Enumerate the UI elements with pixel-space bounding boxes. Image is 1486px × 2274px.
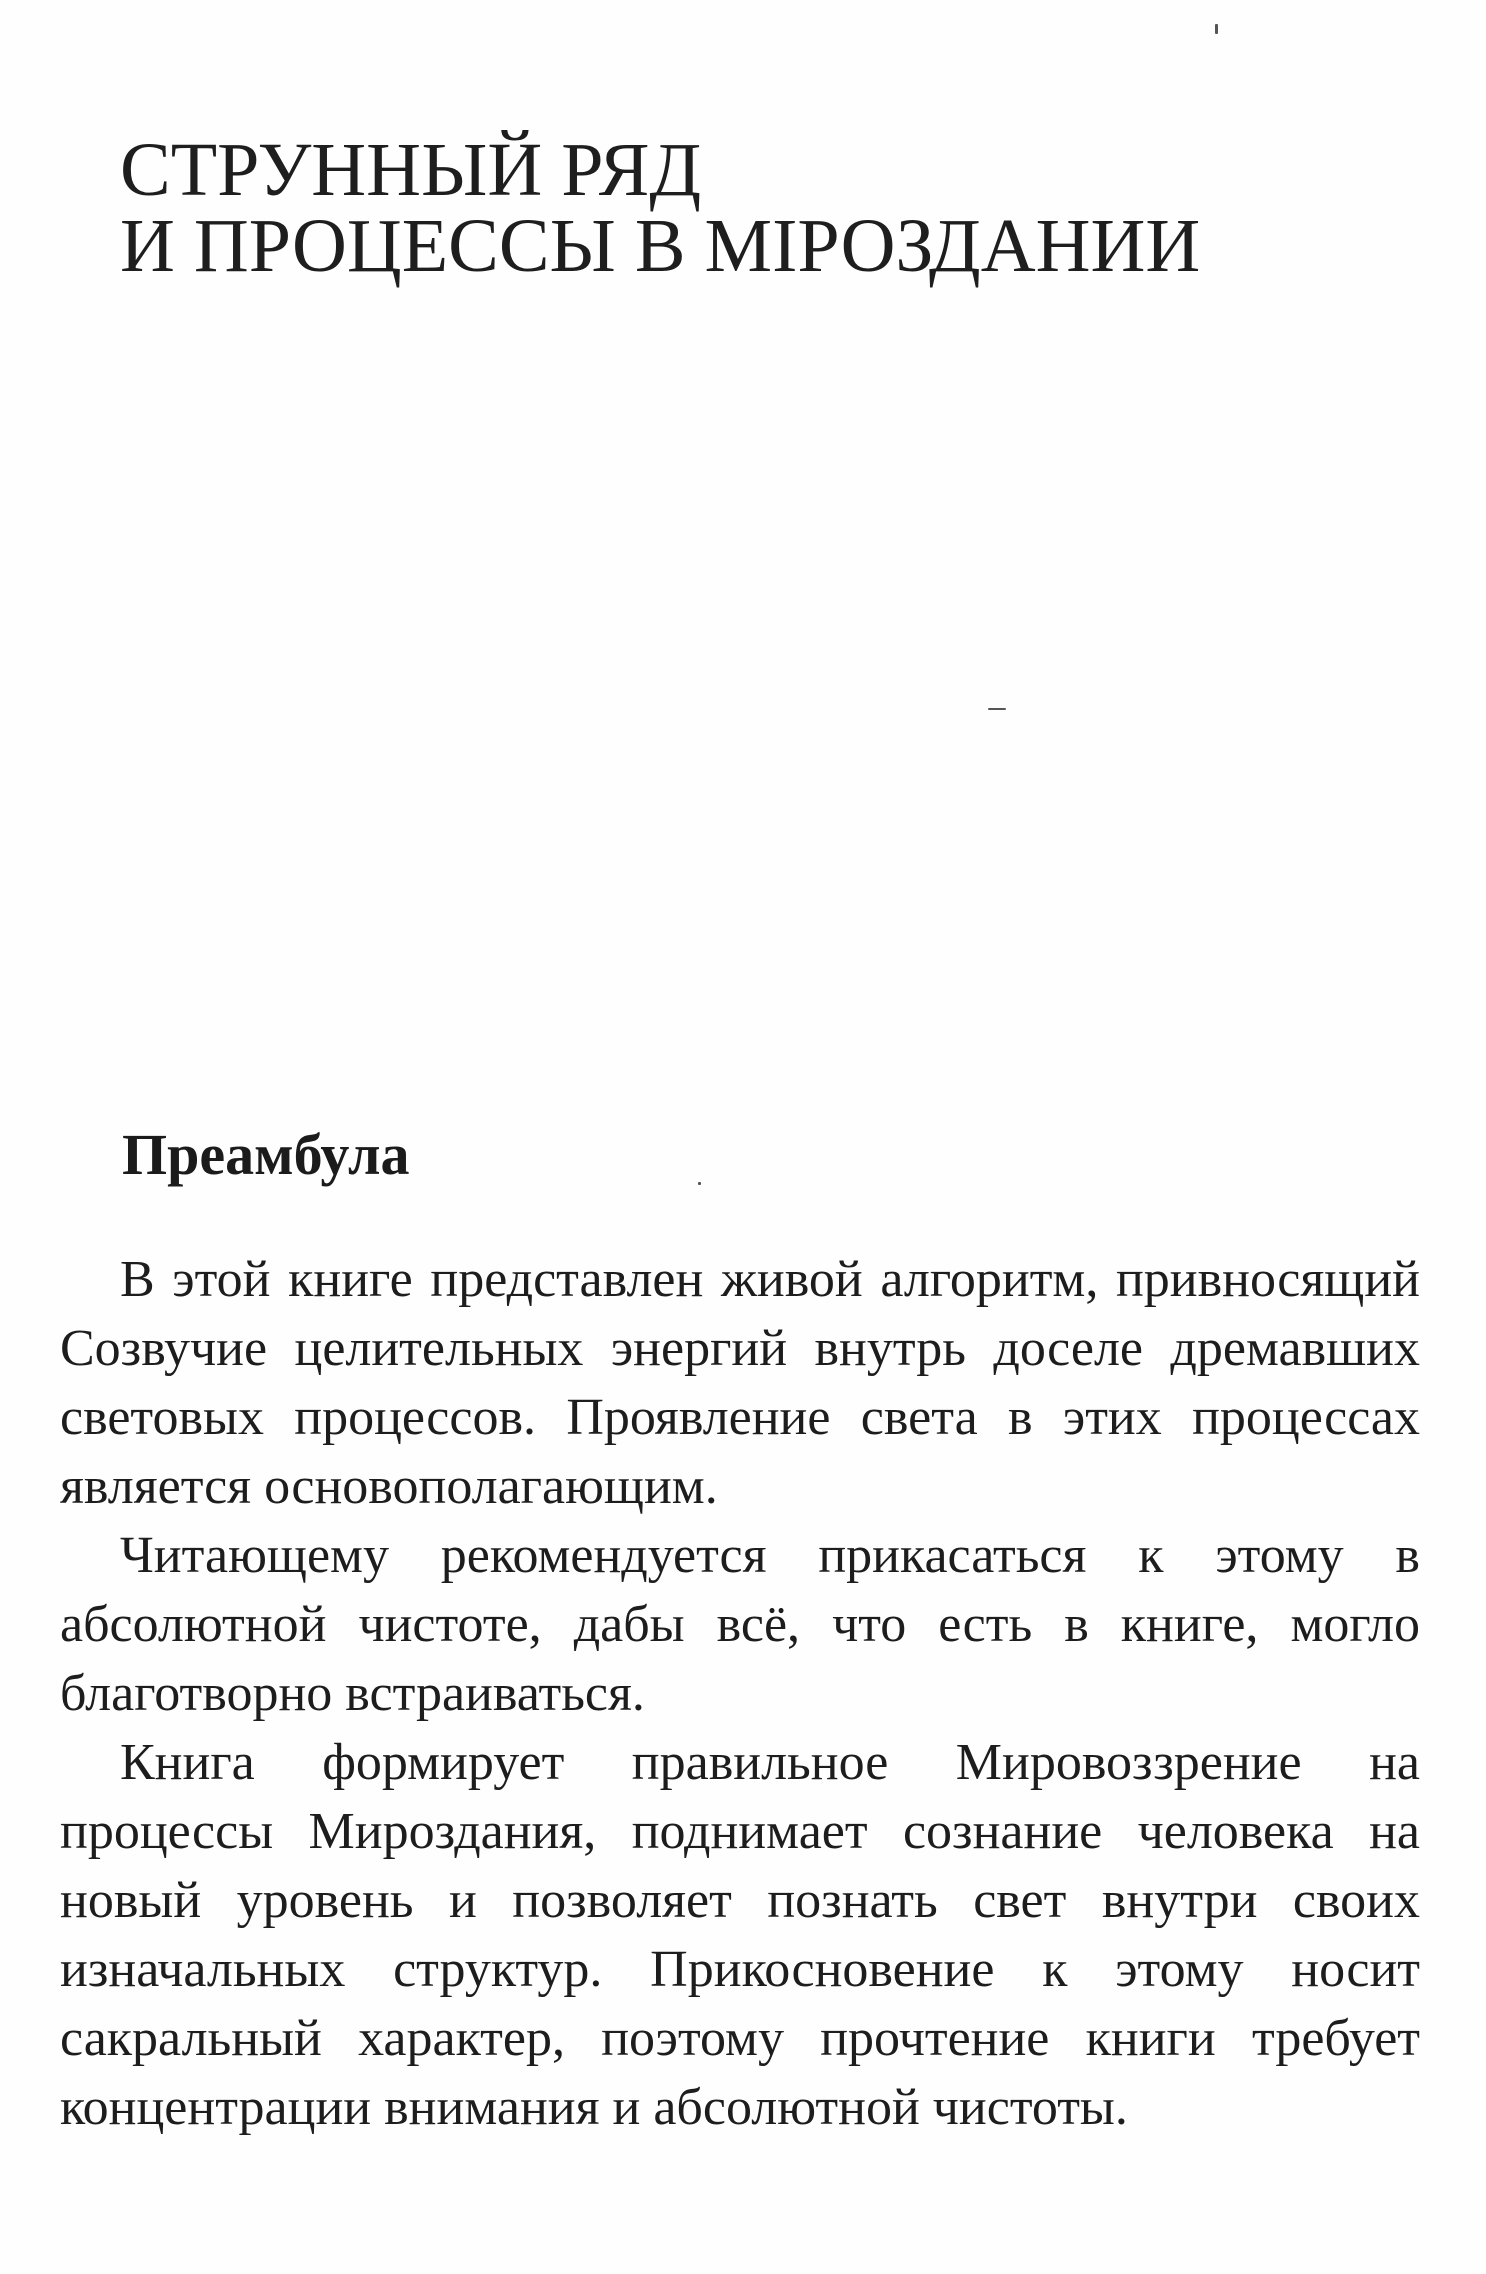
section-heading: Преамбула (122, 1122, 410, 1187)
chapter-title (120, 128, 1370, 288)
chapter-title-line-2: И ПРОЦЕССЫ В МIРОЗДАНИИ (120, 204, 1201, 288)
print-speck (988, 708, 1006, 710)
paragraph: Книга формирует правильное Мировоззрение на процессы Мироздания, поднимает сознание человека на новый уровень и позволяет познать свет внутри своих изначальных структур. Прикосновение к этому носит сакральный характер, поэтому прочтение книги требует концентрации внимания и абсолютной чистоты. (60, 1734, 1420, 2136)
print-speck (698, 1182, 701, 1185)
chapter-title-line-1: СТРУННЫЙ РЯД (120, 128, 702, 212)
preamble-text (60, 1245, 1420, 2142)
paragraph: Читающему рекомендуется прикасаться к этому в абсолютной чистоте, дабы всё, что есть в книге, могло благотворно встраиваться. (60, 1527, 1420, 1722)
paragraph: В этой книге представлен живой алгоритм, привносящий Созвучие целительных энергий внутрь доселе дремавших световых процессов. Проявление света в этих процессах является основополагающим. (60, 1251, 1420, 1515)
print-speck (1215, 24, 1218, 34)
